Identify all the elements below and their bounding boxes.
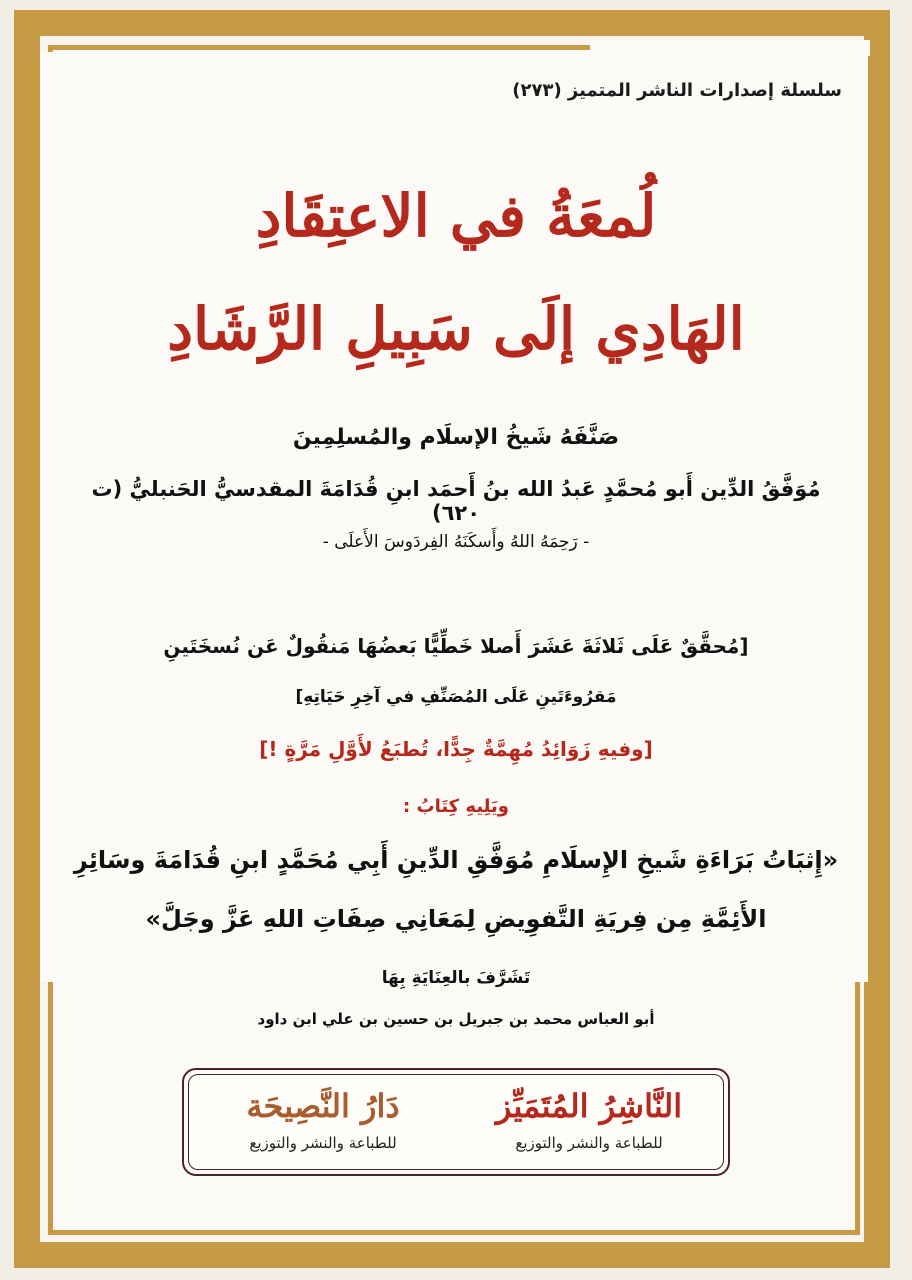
honored-label: تَشَرَّفَ بالعِنَايَةِ بِهَا bbox=[381, 968, 531, 988]
publisher-name: النَّاشِرُ المُتَمَيِّز bbox=[495, 1087, 683, 1125]
title-line-2: الهَادِي إلَى سَبِيلِ الرَّشَادِ bbox=[167, 295, 745, 363]
frame-gap bbox=[850, 52, 868, 982]
frame-gap bbox=[40, 52, 58, 982]
series-label: سلسلة إصدارات الناشر المتميز (٢٧٣) bbox=[512, 80, 842, 101]
author-name: مُوَفَّقُ الدِّين أَبو مُحمَّدٍ عَبدُ الله بنُ أَحمَد ابنِ قُدَامَةَ المقدسيُّ الحَنبليُّ (ت ٦٢٠) bbox=[91, 477, 821, 525]
mercy-invocation: - رَحِمَهُ اللهُ وأَسكَنَهُ الفِردَوسَ الأَعلَى - bbox=[322, 532, 590, 552]
second-book-title-line-1: «إِثبَاتُ بَرَاءَةِ شَيخِ الإِسلَامِ مُوَفَّقِ الدِّينِ أَبِي مُحَمَّدٍ ابنِ قُدَامَةَ وسَائِرِ bbox=[73, 846, 839, 874]
publisher-tagline: للطباعة والنشر والتوزيع bbox=[515, 1134, 663, 1152]
publisher-logo-dar-alnasiha bbox=[208, 1084, 438, 1152]
publisher-logo-almutamayyiz bbox=[474, 1084, 704, 1152]
extras-note: [وفيهِ زَوَائِدُ مُهِمَّةٌ جِدًّا، تُطبَعُ لأَوَّلِ مَرَّةٍ !] bbox=[259, 737, 653, 761]
verification-line-2: مَقرُوءَتَينِ عَلَى المُصَنِّفِ في آخِرِ حَيَاتِهِ] bbox=[295, 687, 617, 707]
second-book-title-line-2: الأَئِمَّةِ مِن فِريَةِ التَّفوِيضِ لِمَعَانِي صِفَاتِ اللهِ عَزَّ وجَلَّ» bbox=[145, 905, 767, 933]
book-cover bbox=[70, 60, 842, 1230]
publisher-name: دَارُ النَّصِيحَة bbox=[246, 1087, 400, 1125]
followed-by-label: ويَلِيهِ كِتَابُ : bbox=[403, 796, 509, 817]
title-line-1: لُمعَةُ في الاعتِقَادِ bbox=[255, 182, 657, 250]
publishers-box bbox=[182, 1068, 730, 1176]
publisher-tagline: للطباعة والنشر والتوزيع bbox=[249, 1134, 397, 1152]
authored-by: صَنَّفَهُ شَيخُ الإسلَام والمُسلِمِينَ bbox=[292, 425, 620, 450]
frame-gap bbox=[590, 40, 870, 56]
verification-line-1: [مُحقَّقٌ عَلَى ثَلاثَةَ عَشَرَ أَصلا خَطِّيًّا بَعضُهَا مَنقُولٌ عَن نُسخَتَينِ bbox=[163, 634, 749, 658]
editor-name: أبو العباس محمد بن جبريل بن حسين بن علي ابن داود bbox=[257, 1010, 655, 1028]
